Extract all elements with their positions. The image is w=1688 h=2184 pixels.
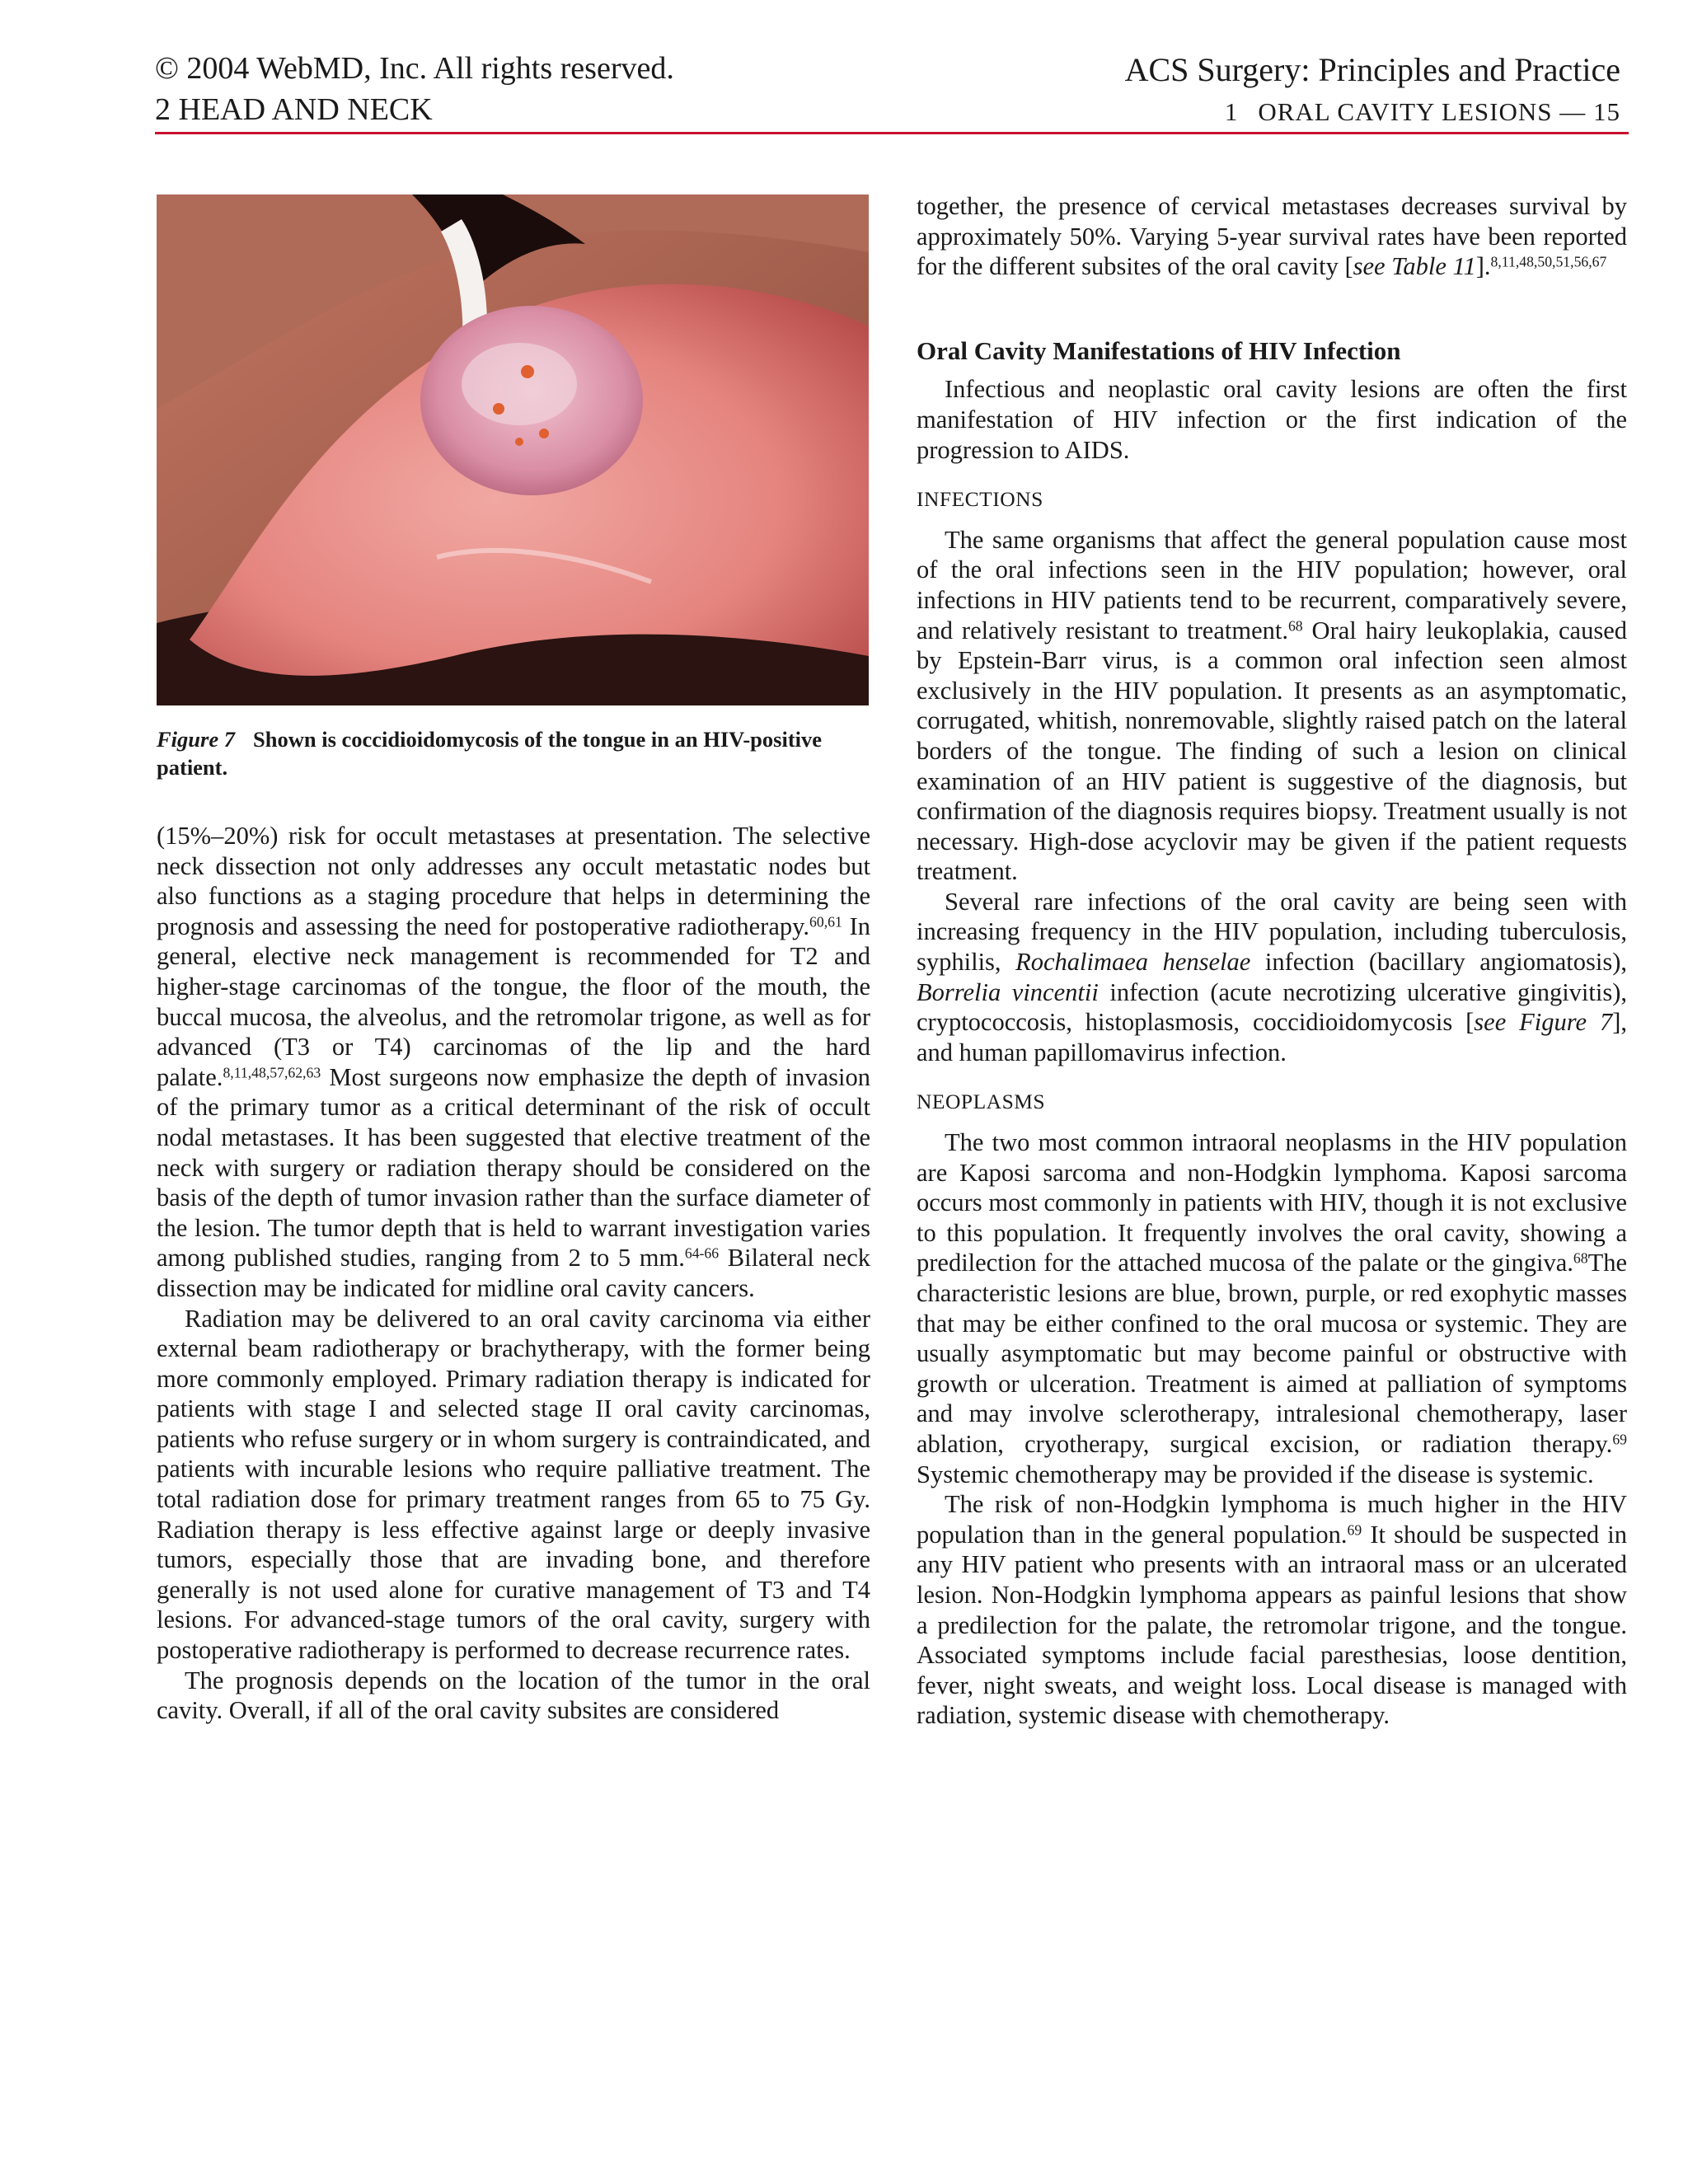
reference-superscript: 68 [1573, 1249, 1588, 1267]
text-span: Oral hairy leukoplakia, caused by Epstein-Barr virus, is a common oral infection seen almost exclusively in the HIV population. It presents as an asymptomatic, corrugated, whitish, nonremovable, slightly raised patch on the lateral borders of the tongue. The finding of such a lesion on clinical examination of an HIV patient is suggestive of the diagnosis, but confirmation of the diagnosis requires biopsy. Treatment usually is not necessary. High-dose acyclovir may be given if the patient requests treatment. [917, 616, 1627, 886]
cross-reference: see Figure 7 [1474, 1008, 1613, 1037]
text-span: The same organisms that affect the general population cause most of the oral infections seen in the HIV population; however, oral infections in HIV patients tend to be recurrent, comparatively severe, and relatively resistant to treatment. [917, 525, 1627, 644]
section-line: 2 HEAD AND NECK [155, 92, 433, 127]
reference-superscript: 8,11,48,57,62,63 [223, 1064, 321, 1081]
text-span: In general, elective neck management is recommended for T2 and higher-stage carcinomas of the tongue, the floor of the mouth, the buccal mucosa, the alveolus, and the retromolar trigone, as well as for advanced (T3 or T4) carcinomas of the lip and the hard palate. [157, 912, 870, 1091]
right-paragraph-2 [917, 525, 1627, 887]
right-column [917, 191, 1627, 1731]
figure-caption [157, 725, 870, 781]
text-span: together, the presence of cervical metastases decreases survival by approximately 50%. Varying 5-year survival rates have been reported for the different subsites of the oral cavity [ [917, 192, 1627, 281]
text-span: The risk of non-Hodgkin lymphoma is much higher in the HIV population than in the general population. [917, 1490, 1627, 1549]
chapter-title: ORAL CAVITY LESIONS — 15 [1258, 97, 1620, 126]
reference-superscript: 68 [1287, 616, 1303, 634]
text-span: Systemic chemotherapy may be provided if the disease is systemic. [917, 1460, 1594, 1488]
reference-superscript: 69 [1347, 1521, 1362, 1539]
left-column [157, 821, 870, 1726]
chapter-number: 1 [1224, 97, 1239, 126]
text-span: Bilateral neck dissection may be indicated for midline oral cavity cancers. [157, 1244, 870, 1302]
left-paragraph-3: The prognosis depends on the location of the tumor in the oral cavity. Overall, if all of the oral cavity subsites are considered [157, 1666, 870, 1725]
text-span: Most surgeons now emphasize the depth of invasion of the primary tumor as a critical determinant of the risk of occult nodal metastases. It has been suggested that elective treatment of the neck with surgery or radiation therapy should be considered on the basis of the depth of tumor invasion rather than the surface diameter of the lesion. The tumor depth that is held to warrant investigation varies among published studies, ranging from 2 to 5 mm. [157, 1062, 870, 1272]
reference-superscript: 8,11,48,50,51,56,67 [1490, 253, 1607, 270]
subheading-neoplasms: NEOPLASMS [917, 1090, 1046, 1114]
running-header-right [1125, 49, 1620, 130]
left-paragraph-1 [157, 821, 870, 1304]
right-paragraph-4 [917, 1127, 1627, 1489]
figure-label: Figure 7 [157, 727, 235, 752]
text-span: The two most common intraoral neoplasms in the HIV population are Kaposi sarcoma and non-Hodgkin lymphoma. Kaposi sarcoma occurs most commonly in patients with HIV, though it is not exclusive to this population. It frequently involves the oral cavity, showing a predilection for the attached mucosa of the palate or the gingiva. [917, 1128, 1627, 1277]
text-span: The characteristic lesions are blue, brown, purple, or red exophytic masses that may be either confined to the oral mucosa or systemic. They are usually asymptomatic but may become painful or obstructive with growth or ulceration. Treatment is aimed at palliation of symptoms and may involve sclerotherapy, intralesional chemotherapy, laser ablation, cryotherapy, surgical excision, or radiation therapy. [917, 1249, 1627, 1458]
text-span: ], and human papillomavirus infection. [917, 1008, 1627, 1066]
text-span: infection (acute necrotizing ulcerative gingivitis), cryptococcosis, histoplasmosis, coccidioidomycosis [ [917, 977, 1627, 1037]
organism-name: Borrelia vincentii [917, 977, 1099, 1006]
text-span: It should be suspected in any HIV patient who presents with an intraoral mass or an ulcerated lesion. Non-Hodgkin lymphoma appears as painful lesions that show a predilection for the palate, the retromolar trigone, and the tongue. Associated symptoms include facial paresthesias, loose dentition, fever, night sweats, and weight loss. Local disease is managed with radiation, systemic disease with chemotherapy. [917, 1520, 1627, 1730]
left-paragraph-2: Radiation may be delivered to an oral cavity carcinoma via either external beam radiotherapy or brachytherapy, with the former being more commonly employed. Primary radiation therapy is indicated for patients with stage I and selected stage II oral cavity carcinomas, patients who refuse surgery or in whom surgery is contraindicated, and patients with incurable lesions who require palliative treatment. The total radiation dose for primary treatment ranges from 65 to 75 Gy. Radiation therapy is less effective against large or deeply invasive tumors, especially those that are invading bone, and therefore generally is not used alone for curative management of T3 and T4 lesions. For advanced-stage tumors of the oral cavity, surgery with postoperative radiotherapy is performed to decrease recurrence rates. [157, 1304, 870, 1665]
text-span: Several rare infections of the oral cavity are being seen with increasing frequency in the HIV population, including tuberculosis, syphilis, [917, 887, 1627, 977]
section-heading: Oral Cavity Manifestations of HIV Infection [917, 335, 1401, 365]
text-span: (15%–20%) risk for occult metastases at presentation. The selective neck dissection not only addresses any occult metastatic nodes but also functions as a staging procedure that helps in determining the prognosis and assessing the need for postoperative radiotherapy. [157, 822, 870, 940]
right-paragraph-5 [917, 1489, 1627, 1731]
reference-superscript: 64-66 [684, 1244, 720, 1262]
header-rule [155, 132, 1629, 134]
book-title: ACS Surgery: Principles and Practice [1124, 51, 1620, 88]
subheading-infections: INFECTIONS [917, 487, 1043, 512]
caption-text: Shown is coccidioidomycosis of the tongue in an HIV-positive patient. [157, 727, 823, 780]
running-header-left [155, 48, 674, 130]
tongue-photo [157, 194, 869, 705]
text-span: ]. [1475, 252, 1491, 281]
figure-photo-tongue [157, 194, 869, 705]
organism-name: Rochalimaea henselae [1015, 948, 1251, 977]
cross-reference: see Table 11 [1353, 252, 1476, 281]
right-paragraph-3 [917, 887, 1627, 1068]
reference-superscript: 69 [1612, 1431, 1627, 1448]
copyright-line: © 2004 WebMD, Inc. All rights reserved. [155, 51, 674, 86]
right-paragraph-1: Infectious and neoplastic oral cavity lesions are often the first manifestation of HIV infection or the first indication of the progression to AIDS. [917, 375, 1627, 464]
chapter-line [1125, 94, 1620, 130]
right-paragraph-0 [917, 191, 1627, 282]
reference-superscript: 60,61 [809, 913, 842, 930]
text-span: infection (bacillary angiomatosis), [1250, 948, 1627, 977]
